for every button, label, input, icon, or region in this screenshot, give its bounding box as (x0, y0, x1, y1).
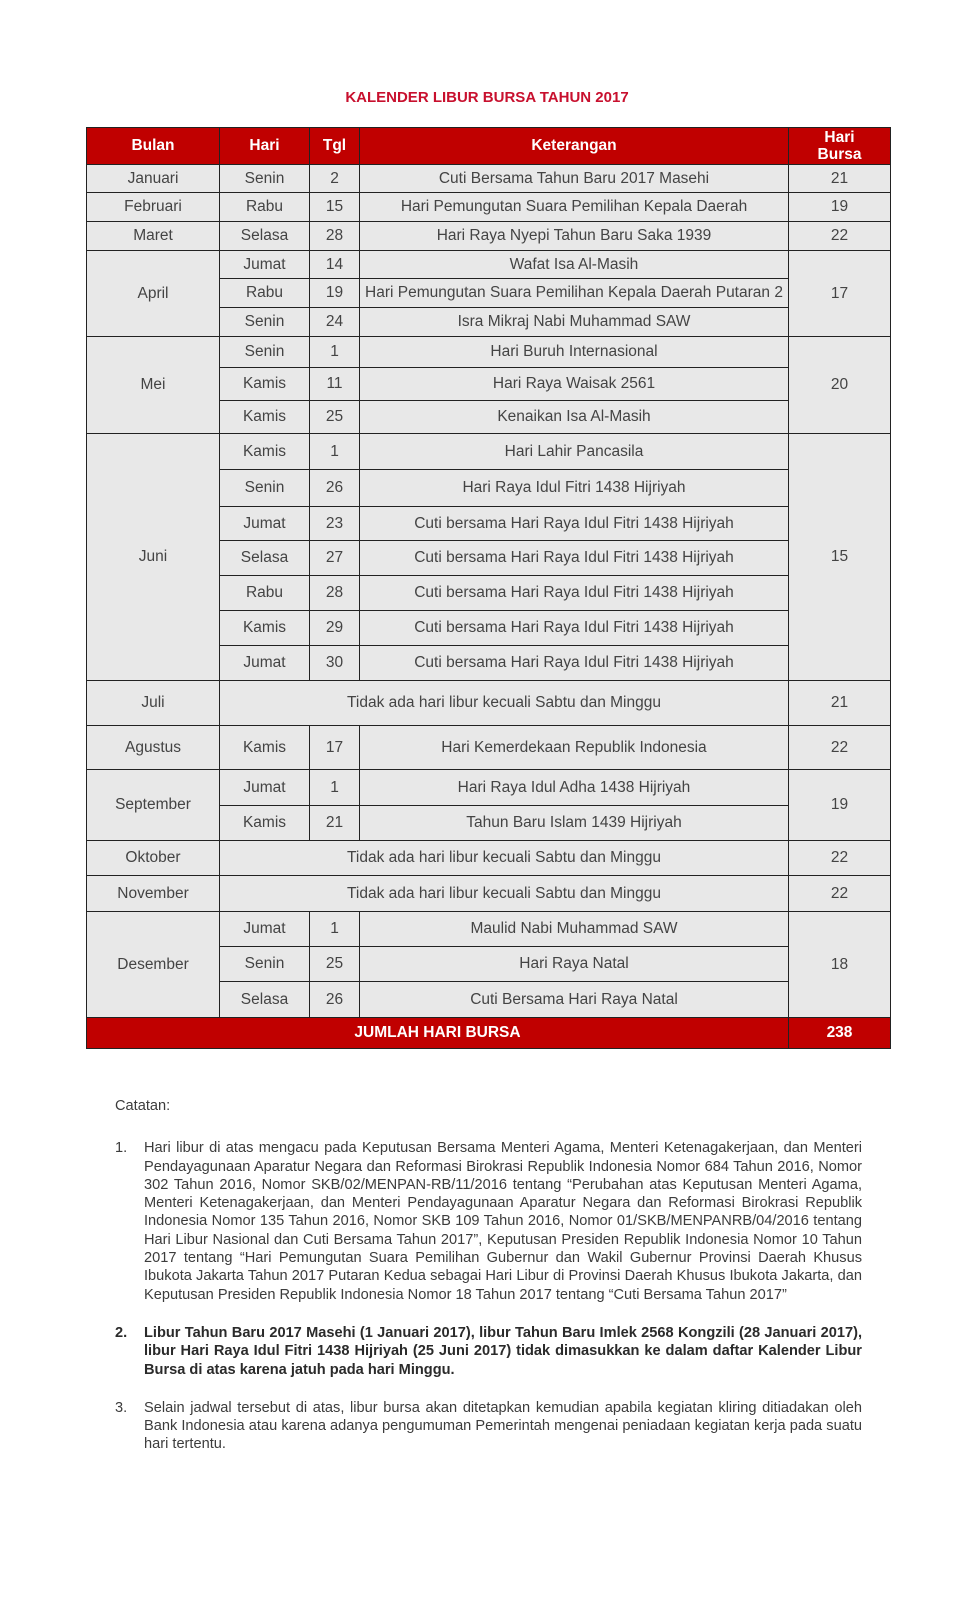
description-cell: Kenaikan Isa Al-Masih (360, 401, 789, 434)
date-cell: 28 (310, 222, 360, 251)
note-text: Selain jadwal tersebut di atas, libur bursa akan ditetapkan kemudian apabila kegiatan kliring ditiadakan oleh Bank Indonesia atau karena adanya pengumuman Pemerintah mengenai peniadaan kegiatan kerja pada suatu hari tertentu. (144, 1399, 862, 1453)
day-cell: Senin (220, 947, 310, 982)
day-cell: Kamis (220, 726, 310, 770)
description-cell: Wafat Isa Al-Masih (360, 251, 789, 279)
trading-days-cell: 22 (789, 841, 891, 876)
month-cell: Juli (87, 681, 220, 726)
trading-days-cell: 17 (789, 251, 891, 337)
date-cell: 17 (310, 726, 360, 770)
date-cell: 29 (310, 611, 360, 646)
table-row (87, 165, 891, 193)
day-cell: Senin (220, 337, 310, 368)
day-cell: Selasa (220, 982, 310, 1018)
date-cell: 21 (310, 806, 360, 841)
table-row (87, 726, 891, 770)
trading-days-cell: 19 (789, 770, 891, 841)
date-cell: 26 (310, 470, 360, 507)
trading-days-cell: 22 (789, 222, 891, 251)
description-cell: Cuti bersama Hari Raya Idul Fitri 1438 Hijriyah (360, 541, 789, 576)
trading-days-cell: 18 (789, 912, 891, 1018)
month-cell: November (87, 876, 220, 912)
header-keterangan: Keterangan (360, 128, 789, 165)
note-item (115, 1324, 862, 1379)
trading-days-cell: 15 (789, 434, 891, 681)
description-cell: Hari Raya Idul Fitri 1438 Hijriyah (360, 470, 789, 507)
date-cell: 26 (310, 982, 360, 1018)
description-cell: Hari Lahir Pancasila (360, 434, 789, 470)
day-cell: Jumat (220, 770, 310, 806)
description-cell: Cuti bersama Hari Raya Idul Fitri 1438 Hijriyah (360, 611, 789, 646)
description-cell: Maulid Nabi Muhammad SAW (360, 912, 789, 947)
month-cell: Februari (87, 193, 220, 222)
header-hari-bursa-line1: Hari (824, 129, 855, 146)
table-row (87, 912, 891, 947)
table-row (87, 193, 891, 222)
day-cell: Jumat (220, 507, 310, 541)
table-row (87, 770, 891, 806)
note-text: Libur Tahun Baru 2017 Masehi (1 Januari 2017), libur Tahun Baru Imlek 2568 Kongzili (28 Januari 2017), libur Hari Raya Idul Fitri 1438 Hijriyah (25 Juni 2017) tidak dimasukkan ke dalam daftar Kalender Libur Bursa di atas karena jatuh pada hari Minggu. (144, 1324, 862, 1378)
description-cell: Hari Buruh Internasional (360, 337, 789, 368)
trading-days-cell: 21 (789, 681, 891, 726)
month-cell: Maret (87, 222, 220, 251)
date-cell: 23 (310, 507, 360, 541)
notes-list (115, 1139, 862, 1453)
day-cell: Kamis (220, 434, 310, 470)
month-cell: Januari (87, 165, 220, 193)
note-item (115, 1139, 862, 1304)
no-holiday-note: Tidak ada hari libur kecuali Sabtu dan Minggu (220, 681, 789, 726)
table-row (87, 222, 891, 251)
day-cell: Rabu (220, 193, 310, 222)
day-cell: Jumat (220, 251, 310, 279)
header-hari-bursa (789, 128, 891, 165)
trading-days-cell: 21 (789, 165, 891, 193)
day-cell: Jumat (220, 646, 310, 681)
month-cell: Oktober (87, 841, 220, 876)
day-cell: Senin (220, 165, 310, 193)
day-cell: Selasa (220, 222, 310, 251)
description-cell: Hari Kemerdekaan Republik Indonesia (360, 726, 789, 770)
date-cell: 2 (310, 165, 360, 193)
total-value: 238 (789, 1018, 891, 1049)
total-label: JUMLAH HARI BURSA (87, 1018, 789, 1049)
header-hari: Hari (220, 128, 310, 165)
day-cell: Jumat (220, 912, 310, 947)
description-cell: Cuti Bersama Hari Raya Natal (360, 982, 789, 1018)
table-row (87, 876, 891, 912)
date-cell: 24 (310, 308, 360, 337)
day-cell: Rabu (220, 279, 310, 308)
date-cell: 30 (310, 646, 360, 681)
description-cell: Hari Pemungutan Suara Pemilihan Kepala Daerah (360, 193, 789, 222)
no-holiday-note: Tidak ada hari libur kecuali Sabtu dan Minggu (220, 876, 789, 912)
header-tgl: Tgl (310, 128, 360, 165)
date-cell: 1 (310, 770, 360, 806)
description-cell: Hari Raya Idul Adha 1438 Hijriyah (360, 770, 789, 806)
table-body (87, 165, 891, 1018)
trading-days-cell: 19 (789, 193, 891, 222)
date-cell: 28 (310, 576, 360, 611)
note-number: 2. (115, 1324, 128, 1341)
month-cell: September (87, 770, 220, 841)
table-row (87, 337, 891, 368)
date-cell: 1 (310, 337, 360, 368)
description-cell: Cuti bersama Hari Raya Idul Fitri 1438 Hijriyah (360, 646, 789, 681)
table-row (87, 251, 891, 279)
table-row (87, 681, 891, 726)
table-row (87, 841, 891, 876)
description-cell: Tahun Baru Islam 1439 Hijriyah (360, 806, 789, 841)
month-cell: April (87, 251, 220, 337)
total-row (87, 1018, 891, 1049)
day-cell: Kamis (220, 401, 310, 434)
date-cell: 14 (310, 251, 360, 279)
description-cell: Cuti bersama Hari Raya Idul Fitri 1438 Hijriyah (360, 507, 789, 541)
date-cell: 25 (310, 947, 360, 982)
description-cell: Cuti Bersama Tahun Baru 2017 Masehi (360, 165, 789, 193)
description-cell: Hari Raya Natal (360, 947, 789, 982)
day-cell: Kamis (220, 368, 310, 401)
day-cell: Selasa (220, 541, 310, 576)
month-cell: Desember (87, 912, 220, 1018)
date-cell: 19 (310, 279, 360, 308)
notes-section (115, 1097, 862, 1474)
day-cell: Kamis (220, 611, 310, 646)
header-hari-bursa-line2: Bursa (817, 146, 862, 163)
day-cell: Senin (220, 308, 310, 337)
page-title: KALENDER LIBUR BURSA TAHUN 2017 (345, 89, 629, 106)
table-header-row (87, 128, 891, 165)
note-item (115, 1399, 862, 1454)
date-cell: 27 (310, 541, 360, 576)
date-cell: 1 (310, 434, 360, 470)
note-text: Hari libur di atas mengacu pada Keputusan Bersama Menteri Agama, Menteri Ketenagakerjaan, dan Menteri Pendayagunaan Aparatur Negara dan Reformasi Birokrasi Republik Indonesia Nomor 684 Tahun 2016, Nomor 302 Tahun 2016, Nomor SKB/02/MENPAN-RB/11/2016 tentang “Perubahan atas Keputusan Menteri Agama, Menteri Ketenagakerjaan, dan Menteri Pendayagunaan Aparatur Negara dan Reformasi Birokrasi Republik Indonesia Nomor 135 Tahun 2016, Nomor SKB 109 Tahun 2016, Nomor 01/SKB/MENPANRB/04/2016 tentang Hari Libur Nasional dan Cuti Bersama Tahun 2017”, Keputusan Presiden Republik Indonesia Nomor 10 Tahun 2017 tentang “Hari Pemungutan Suara Pemilihan Gubernur dan Wakil Gubernur Provinsi Daerah Khusus Ibukota Jakarta Tahun 2017 Putaran Kedua sebagai Hari Libur di Provinsi Daerah Khusus Ibukota Jakarta, dan Keputusan Presiden Republik Indonesia Nomor 18 Tahun 2017 tentang “Cuti Bersama Tahun 2017” (144, 1140, 862, 1303)
description-cell: Isra Mikraj Nabi Muhammad SAW (360, 308, 789, 337)
description-cell: Hari Raya Waisak 2561 (360, 368, 789, 401)
trading-days-cell: 22 (789, 726, 891, 770)
trading-days-cell: 20 (789, 337, 891, 434)
month-cell: Juni (87, 434, 220, 681)
note-number: 1. (115, 1140, 128, 1157)
description-cell: Hari Raya Nyepi Tahun Baru Saka 1939 (360, 222, 789, 251)
description-cell: Hari Pemungutan Suara Pemilihan Kepala Daerah Putaran 2 (360, 279, 789, 308)
date-cell: 25 (310, 401, 360, 434)
note-number: 3. (115, 1399, 128, 1416)
day-cell: Kamis (220, 806, 310, 841)
holiday-calendar-table (86, 127, 891, 1049)
description-cell: Cuti bersama Hari Raya Idul Fitri 1438 Hijriyah (360, 576, 789, 611)
date-cell: 15 (310, 193, 360, 222)
date-cell: 1 (310, 912, 360, 947)
date-cell: 11 (310, 368, 360, 401)
no-holiday-note: Tidak ada hari libur kecuali Sabtu dan Minggu (220, 841, 789, 876)
month-cell: Agustus (87, 726, 220, 770)
month-cell: Mei (87, 337, 220, 434)
table-row (87, 434, 891, 470)
notes-caption: Catatan: (115, 1098, 171, 1114)
header-bulan: Bulan (87, 128, 220, 165)
trading-days-cell: 22 (789, 876, 891, 912)
day-cell: Senin (220, 470, 310, 507)
day-cell: Rabu (220, 576, 310, 611)
